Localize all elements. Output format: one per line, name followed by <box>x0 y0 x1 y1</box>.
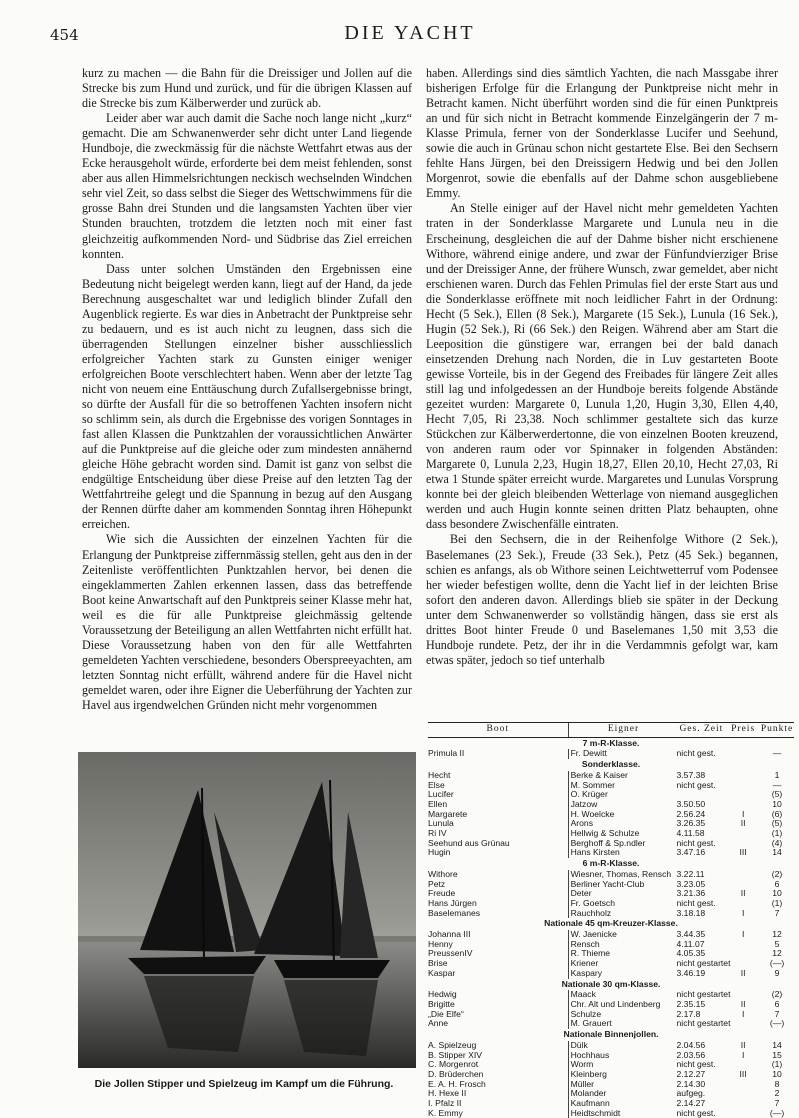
boat-name: Brigitte <box>428 998 455 1009</box>
prize <box>726 949 760 959</box>
prize <box>726 1089 760 1099</box>
owner-name: Maack <box>568 990 676 1000</box>
prize <box>726 829 760 839</box>
points: (1) <box>771 828 783 839</box>
class-heading: Nationale Binnenjollen. <box>563 1029 659 1040</box>
points: (2) <box>771 989 783 1000</box>
owner-name: Kriener <box>568 959 676 969</box>
class-heading-row <box>428 979 794 991</box>
points: 15 <box>772 1049 782 1060</box>
boat-name: Ellen <box>428 798 448 809</box>
class-heading-row <box>428 1029 794 1041</box>
prize: II <box>740 1039 746 1050</box>
owner-name: W. Jaenicke <box>568 930 676 940</box>
boat-name: Kaspar <box>428 967 456 978</box>
sailing-photo <box>78 752 416 1078</box>
owner-name: Molander <box>568 1089 676 1099</box>
right-column-paragraph: Bei den Sechsern, die in der Reihenfolge Withore (2 Sek.), Baselemanes (23 Sek.), Freude (33 Sek.), Petz (45 Sek.) begannen, schien es anfangs, als ob Withore seinen Leichtwetterruf vom Podensee her wieder befestigen wollte, denn die Yacht lief in der leichten Brise sofort den anderen davon. Allerdings blieb sie später in der Deckung unter dem Schwanenwerder so vollständig hängen, dass sie erst als drittes Boot hinter Freude 0 und Baselemanes 1,50 mit 3,53 die Hundboje rundete. Petz, der ihr in die Verdammnis gefolgt war, kam etwas später, jedoch so tief unterhalb <box>426 532 778 667</box>
points: (—) <box>769 1107 785 1118</box>
column-header-points: Punkte <box>760 723 794 738</box>
prize <box>726 870 760 880</box>
table-row <box>428 969 794 979</box>
boat-name: Petz <box>428 878 446 889</box>
total-time: 3.23.05 <box>676 878 706 889</box>
points: 14 <box>772 847 782 858</box>
boat-name: D. Brüderchen <box>428 1068 484 1079</box>
owner-name: Fr. Dewitt <box>568 749 676 759</box>
left-column-text <box>82 66 412 713</box>
points: 12 <box>772 948 782 959</box>
table-row <box>428 899 794 909</box>
points: 8 <box>774 1078 780 1089</box>
owner-name: Schulze <box>568 1010 676 1020</box>
table-row <box>428 1089 794 1099</box>
total-time: 2.12.27 <box>676 1068 706 1079</box>
total-time: 2.14.27 <box>676 1098 706 1109</box>
points: 9 <box>774 967 780 978</box>
points: 2 <box>774 1088 780 1099</box>
boat-name: Johanna III <box>428 929 471 940</box>
owner-name: Deter <box>568 889 676 899</box>
left-column-paragraph: kurz zu machen — die Bahn für die Dreissiger und Jollen auf die Strecke bis zum Hund und zurück, und für die übrigen Klassen auf die Strecke bis zum Kälberwerder und zurück ab. <box>82 66 412 111</box>
points: 7 <box>774 907 780 918</box>
total-time: 2.03.56 <box>676 1049 706 1060</box>
owner-name: Kaufmann <box>568 1099 676 1109</box>
column-header-prize: Preis <box>726 723 760 738</box>
prize: I <box>741 808 745 819</box>
table-header-row <box>428 723 794 738</box>
table-row <box>428 1051 794 1061</box>
owner-name: Kleinberg <box>568 1070 676 1080</box>
total-time: 2.14.30 <box>676 1078 706 1089</box>
race-results-table <box>428 722 794 1118</box>
left-column-paragraph: Dass unter solchen Umständen den Ergebnissen eine Bedeutung nicht beigelegt werden kann, liegt auf der Hand, da jede Berechnung ausgeschaltet war und lediglich blinder Zufall den Augenblick regierte. Es war dies in Anbetracht der Punktpreise sehr zu bedauern, und es ist auch nicht zu leugnen, dass sich die überragenden Stellungen einzelner bisher ausschliesslich erfolgreicher Yachten stark zu Gunsten einiger weniger erfolgreichen Boote verschlechtert haben. Wenn aber der letzte Tag nicht von neuem eine Enttäuschung durch Zufallsergebnisse bringt, so dürfte der Ausfall für die so betroffenen Yachten insofern nicht so schlimm sein, als durch die Ergebnisse des vorigen Sonntages in fast allen Klassen die Punktzahlen der voraussichtlichen Anwärter auf die Punktpreise auf die gleiche oder zum mindesten annähernd gleiche Höhe gebracht worden sind. Damit ist ganz von selbst die endgültige Entscheidung über diese Preise auf den letzten Tag der Wettfahrtreihe gelegt und die Spannung in bezug auf den Ausgang der Rennen dürfte daher am kommenden Sonntag ihren Höhepunkt erreichen. <box>82 261 412 532</box>
boat-name: Brise <box>428 958 448 969</box>
total-time: 3.26.35 <box>676 818 706 829</box>
prize <box>726 940 760 950</box>
prize: II <box>740 888 746 899</box>
boat-name: Lunula <box>428 818 454 829</box>
owner-name: O. Krüger <box>568 790 676 800</box>
table-row <box>428 949 794 959</box>
points: (4) <box>771 837 783 848</box>
total-time: 2.35.15 <box>676 998 706 1009</box>
points: 10 <box>772 1068 782 1079</box>
boat-name: Hedwig <box>428 989 457 1000</box>
owner-name: R. Thieme <box>568 949 676 959</box>
total-time: nicht gest. <box>676 748 716 759</box>
total-time: 2.17.8 <box>676 1008 701 1019</box>
prize: II <box>740 998 746 1009</box>
boat-name: Primula II <box>428 748 465 759</box>
prize <box>726 790 760 800</box>
column-header-time: Ges. Zeit <box>677 723 727 738</box>
table-row <box>428 848 794 858</box>
prize <box>726 1080 760 1090</box>
column-header-owner: Eigner <box>568 723 676 738</box>
table-row <box>428 1080 794 1090</box>
points: 14 <box>772 1039 782 1050</box>
boat-name: C. Morgenrot <box>428 1059 479 1070</box>
total-time: nicht gestartet <box>676 989 731 1000</box>
boat-name: Ri IV <box>428 828 447 839</box>
boat-name: Hugin <box>428 847 451 858</box>
prize: I <box>741 907 745 918</box>
boat-name: „Die Elfe“ <box>428 1008 464 1019</box>
owner-name: Chr. Alt und Lindenberg <box>568 1000 676 1010</box>
prize <box>726 1099 760 1109</box>
owner-name: H. Woelcke <box>568 810 676 820</box>
left-column-paragraph: Leider aber war auch damit die Sache noch lange nicht „kurz“ gemacht. Die am Schwanenwerder sehr dicht unter Land liegende Hundboje, die zweckmässig für die nächste Wettfahrt etwas aus der Ecke herausgeholt würde, erforderte bei dem meist fehlenden, sonst aber aus allen Himmelsrichtungen neckisch wechselnden Windchen sehr viel Zeit, so dass selbst die Sieger des Wettschwimmens für die grosse Bahn drei Stunden und die langsamsten Yachten über vier Stunden brauchten, trotzdem die letzten noch mit einer fast gleichzeitig aufkommenden Nord- und Südbrise das Ziel erreichen konnten. <box>82 111 412 261</box>
boat-name: Seehund aus Grünau <box>428 837 510 848</box>
points: 10 <box>772 798 782 809</box>
points: 7 <box>774 1008 780 1019</box>
boat-name: Hecht <box>428 769 451 780</box>
points: (—) <box>769 958 785 969</box>
results-table-block <box>428 722 794 1118</box>
table-row <box>428 959 794 969</box>
prize: I <box>741 1049 745 1060</box>
points: (6) <box>771 808 783 819</box>
boat-name: K. Emmy <box>428 1107 463 1118</box>
owner-name: Dülk <box>568 1041 676 1051</box>
prize <box>726 749 760 759</box>
table-row <box>428 790 794 800</box>
owner-name: Hellwig & Schulze <box>568 829 676 839</box>
class-heading-row <box>428 737 794 749</box>
points: — <box>772 779 782 790</box>
prize: III <box>739 1068 747 1079</box>
column-header-boat: Boot <box>428 723 568 738</box>
page-number: 454 <box>50 26 79 44</box>
owner-name: Berke & Kaiser <box>568 771 676 781</box>
prize <box>726 1019 760 1029</box>
owner-name: Wiesner, Thomas, Rensch <box>568 870 676 880</box>
total-time: 4.05.35 <box>676 948 706 959</box>
owner-name: Jatzow <box>568 800 676 810</box>
prize <box>726 1109 760 1118</box>
class-heading: Nationale 30 qm-Klasse. <box>561 978 661 989</box>
owner-name: Hochhaus <box>568 1051 676 1061</box>
class-heading: 6 m-R-Klasse. <box>582 858 640 869</box>
jollen-sailboats-photo <box>78 752 416 1068</box>
total-time: nicht gestartet <box>676 1018 731 1029</box>
points: (—) <box>769 1018 785 1029</box>
table-row <box>428 880 794 890</box>
points: (5) <box>771 789 783 800</box>
prize: III <box>739 847 747 858</box>
prize: I <box>741 929 745 940</box>
owner-name: M. Grauert <box>568 1019 676 1029</box>
points: — <box>772 748 782 759</box>
right-column-text <box>426 66 778 668</box>
boat-name: Baselemanes <box>428 907 481 918</box>
total-time: nicht gest. <box>676 779 716 790</box>
points: (1) <box>771 897 783 908</box>
boat-name: Withore <box>428 868 458 879</box>
points: 5 <box>774 938 780 949</box>
total-time: 3.22.11 <box>676 868 705 879</box>
total-time: 3.46.19 <box>676 967 706 978</box>
owner-name: Müller <box>568 1080 676 1090</box>
table-row <box>428 810 794 820</box>
boat-name: Freude <box>428 888 456 899</box>
points: 6 <box>774 878 780 889</box>
boat-name: PreussenIV <box>428 948 473 959</box>
table-row <box>428 781 794 791</box>
prize <box>726 781 760 791</box>
owner-name: Rensch <box>568 940 676 950</box>
total-time: 3.21.36 <box>676 888 706 899</box>
boat-name: I. Pfalz II <box>428 1098 462 1109</box>
total-time: aufgeg. <box>676 1088 706 1099</box>
total-time: 3.50.50 <box>676 798 706 809</box>
total-time: 2.56.24 <box>676 808 706 819</box>
total-time: nicht gestartet <box>676 958 731 969</box>
total-time: 2.04.56 <box>676 1039 706 1050</box>
table-row <box>428 1019 794 1029</box>
table-row <box>428 1000 794 1010</box>
owner-name: Kaspary <box>568 969 676 979</box>
owner-name: Rauchholz <box>568 909 676 919</box>
results-table-body <box>428 737 794 1118</box>
total-time: 4.11.58 <box>676 828 705 839</box>
boat-name: Anne <box>428 1018 449 1029</box>
total-time: 3.47.16 <box>676 847 706 858</box>
page-header <box>50 22 770 48</box>
table-row <box>428 1109 794 1118</box>
owner-name: Arons <box>568 819 676 829</box>
total-time: nicht gest. <box>676 1107 716 1118</box>
boat-name: A. Spielzeug <box>428 1039 477 1050</box>
table-row <box>428 749 794 759</box>
boat-name: H. Hexe II <box>428 1088 467 1099</box>
class-heading: Nationale 45 qm-Kreuzer-Klasse. <box>544 918 678 929</box>
left-column-paragraph: Wie sich die Aussichten der einzelnen Yachten für die Erlangung der Punktpreise ziffernmässig stellen, geht aus den in der Zeitenliste veröffentlichten Punktzahlen hervor, bei denen die eingeklammerten Zahlen erkennen lassen, dass das betreffende Boot keine Anwartschaft auf den Punktpreis seiner Klasse mehr hat, weil es die für alle Punktpreise gleichmässig geltende Voraussetzung der Beteiligung an allen Wettfahrten nicht erfüllt hat. Diese Voraussetzung haben von den für alle Wettfahrten gemeldeten Yachten verschiedene, besonders Oberspreeyachten, am letzten Sonntag nicht erfüllt, während andere für die Havel nicht gemeldet waren, oder ihre Eigner die Ueberführung der Yachten zur Havel aus irgendwelchen Gründen nicht mehr vorgenommen <box>82 532 412 712</box>
journal-title: DIE YACHT <box>344 22 476 44</box>
points: 1 <box>774 769 780 780</box>
photo-caption: Die Jollen Stipper und Spielzeug im Kampf um die Führung. <box>94 1078 394 1090</box>
owner-name: M. Sommer <box>568 781 676 791</box>
prize: II <box>740 967 746 978</box>
table-row <box>428 909 794 919</box>
boat-name: Else <box>428 779 445 790</box>
prize: II <box>740 818 746 829</box>
boat-name: Lucifer <box>428 789 454 800</box>
total-time: nicht gest. <box>676 837 716 848</box>
class-heading: 7 m-R-Klasse. <box>582 737 640 748</box>
owner-name: Hans Kirsten <box>568 848 676 858</box>
points: (1) <box>771 1059 783 1070</box>
prize <box>726 771 760 781</box>
owner-name: Berghoff & Sp.ndler <box>568 839 676 849</box>
points: (2) <box>771 868 783 879</box>
points: 6 <box>774 998 780 1009</box>
table-row <box>428 930 794 940</box>
boat-name: Hans Jürgen <box>428 897 477 908</box>
points: (5) <box>771 818 783 829</box>
boat-name: Margarete <box>428 808 468 819</box>
points: 7 <box>774 1098 780 1109</box>
right-column-paragraph: haben. Allerdings sind dies sämtlich Yachten, die nach Massgabe ihrer bisherigen Erfolge für die Erlangung der Punktpreise nicht mehr in Betracht kamen. Nicht überführt worden sind die für einen Punktpreis an und für sich nicht in Betracht kommende Einzelgängerin der 7 m-Klasse Primula, ferner von der Sonderklasse Lucifer und Seehund, sowie die auch in Grünau schon nicht gestartete Else. Bei den Sechsern fehlte Hans Jürgen, bei den Dreissigern Hedwig und bei den Jollen Morgenrot, sowie die ebenfalls auf der Dahme schon ausgebliebene Emmy. <box>426 66 778 201</box>
total-time: nicht gest. <box>676 897 716 908</box>
total-time: 3.18.18 <box>676 907 706 918</box>
right-column-paragraph: An Stelle einiger auf der Havel nicht mehr gemeldeten Yachten traten in der Sonderklasse Margarete und Lunula neu in die Erscheinung, desgleichen die auf der Dahme bisher nicht erschienene Withore, während einige andere, und zwar der Fünfundvierziger Brise und der Dreissiger Anne, der frühere Wunsch, zwar gemeldet, aber nicht erschienen waren. Durch das Fehlen Primulas fiel der erste Start aus und die Sonderklasse eröffnete mit noch leidlicher Fahrt in der Ordnung: Hecht (5 Sek.), Ellen (8 Sek.), Margarete (15 Sek.), Lunula (16 Sek.), Hugin (52 Sek.), Ri (66 Sek.) den Reigen. Während aber am Start die Leeposition die günstigere war, errangen bei der bald danach einsetzenden Drehung nach Norden, die in Luv gestarteten Boote gewisse Vorteile, bis in der Gegend des Freibades für längere Zeit alles still lag und infolgedessen an der Hundboje bereits folgende Abstände gezeitet wurden: Margarete 0, Lunula 1,20, Hugin 3,30, Ellen 4,40, Hecht 7,05, Ri 23,38. Noch schlimmer gestaltete sich das kurze Stückchen zur Kälberwerdertonne, die von einzelnen Booten kreuzend, von anderen raum oder vor Spinnaker in folgenden Abständen: Margarete 0, Lunula 2,23, Hugin 18,27, Ellen 20,10, Hecht 27,03, Ri etwa 1 Stunde später erreicht wurde. Margaretes und Lunulas Vorsprung konnte bei der gleich bleibenden Wetterlage von niemand ausgeglichen werden und auch Hugin konnte seinen dritten Platz behaupten, ohne dass besondere Zwischenfälle eintraten. <box>426 201 778 532</box>
owner-name: Heidtschmidt <box>568 1109 676 1118</box>
total-time: 3.44.35 <box>676 929 706 940</box>
owner-name: Worm <box>568 1060 676 1070</box>
class-heading: Sonderklasse. <box>581 759 641 770</box>
table-row <box>428 940 794 950</box>
points: 10 <box>772 888 782 899</box>
total-time: nicht gest. <box>676 1059 716 1070</box>
prize: I <box>741 1008 745 1019</box>
table-row <box>428 1041 794 1051</box>
boat-name: E. A. H. Frosch <box>428 1078 486 1089</box>
owner-name: Fr. Goetsch <box>568 899 676 909</box>
total-time: 4.11.07 <box>676 938 705 949</box>
boat-name: B. Stipper XIV <box>428 1049 482 1060</box>
points: 12 <box>772 929 782 940</box>
owner-name: Berliner Yacht-Club <box>568 880 676 890</box>
total-time: 3.57.38 <box>676 769 706 780</box>
boat-name: Henny <box>428 938 453 949</box>
